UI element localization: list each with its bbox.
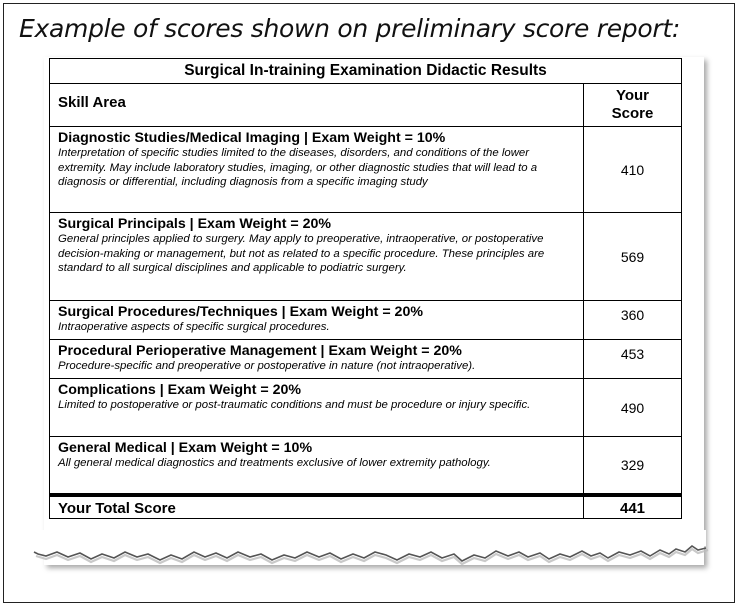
report-title: Surgical In-training Examination Didactic Results xyxy=(50,59,682,84)
total-score-label: Your Total Score xyxy=(50,495,584,519)
table-row xyxy=(50,437,682,495)
table-row xyxy=(50,301,682,340)
table-row xyxy=(50,213,682,301)
skill-title: Surgical Principals | Exam Weight = 20% xyxy=(58,216,331,232)
skill-description: Intraoperative aspects of specific surgical procedures. xyxy=(58,321,330,333)
skill-description: Limited to postoperative or post-traumatic conditions and must be procedure or injury specific. xyxy=(58,399,531,411)
score-value: 360 xyxy=(584,301,682,340)
skill-description: Interpretation of specific studies limited to the diseases, disorders, and conditions of the lower extremity. May include laboratory studies, imaging, or other diagnostic studies that will lead to a diagnosis or differential, including diagnosis from a specific imaging study xyxy=(58,147,538,189)
skill-description: All general medical diagnostics and treatments exclusive of lower extremity pathology. xyxy=(58,457,491,469)
column-header-skill-area: Skill Area xyxy=(50,84,584,127)
score-value: 453 xyxy=(584,340,682,379)
skill-title: Complications | Exam Weight = 20% xyxy=(58,382,301,398)
results-table xyxy=(49,58,682,519)
skill-description: Procedure-specific and preoperative or postoperative in nature (not intraoperative). xyxy=(58,360,476,372)
score-value: 569 xyxy=(584,213,682,301)
skill-description: General principles applied to surgery. May apply to preoperative, intraoperative, or postoperative decision-making or management, but not as related to a specific procedure. These principles are standard to all surgical disciplines and applicable to podiatric surgery. xyxy=(58,233,545,275)
skill-title: Diagnostic Studies/Medical Imaging | Exam Weight = 10% xyxy=(58,130,446,146)
score-value: 329 xyxy=(584,437,682,495)
figure-caption: Example of scores shown on preliminary score report: xyxy=(19,14,680,43)
score-value: 490 xyxy=(584,379,682,437)
column-header-your-score xyxy=(584,84,682,127)
skill-title: Surgical Procedures/Techniques | Exam Weight = 20% xyxy=(58,304,423,320)
skill-area-cell xyxy=(50,301,584,340)
table-header-row xyxy=(50,84,682,127)
total-score-value: 441 xyxy=(584,495,682,519)
score-value: 410 xyxy=(584,127,682,213)
torn-paper-edge xyxy=(30,528,720,584)
skill-area-cell xyxy=(50,127,584,213)
skill-area-cell xyxy=(50,340,584,379)
skill-area-cell xyxy=(50,213,584,301)
table-row xyxy=(50,379,682,437)
table-title-row xyxy=(50,59,682,84)
skill-title: General Medical | Exam Weight = 10% xyxy=(58,440,313,456)
table-row xyxy=(50,127,682,213)
skill-area-cell xyxy=(50,437,584,495)
skill-title: Procedural Perioperative Management | Exam Weight = 20% xyxy=(58,343,462,359)
column-header-score-line2: Score xyxy=(611,105,654,122)
column-header-score-line1: Your xyxy=(615,87,650,104)
total-row xyxy=(50,495,682,519)
skill-area-cell xyxy=(50,379,584,437)
table-row xyxy=(50,340,682,379)
